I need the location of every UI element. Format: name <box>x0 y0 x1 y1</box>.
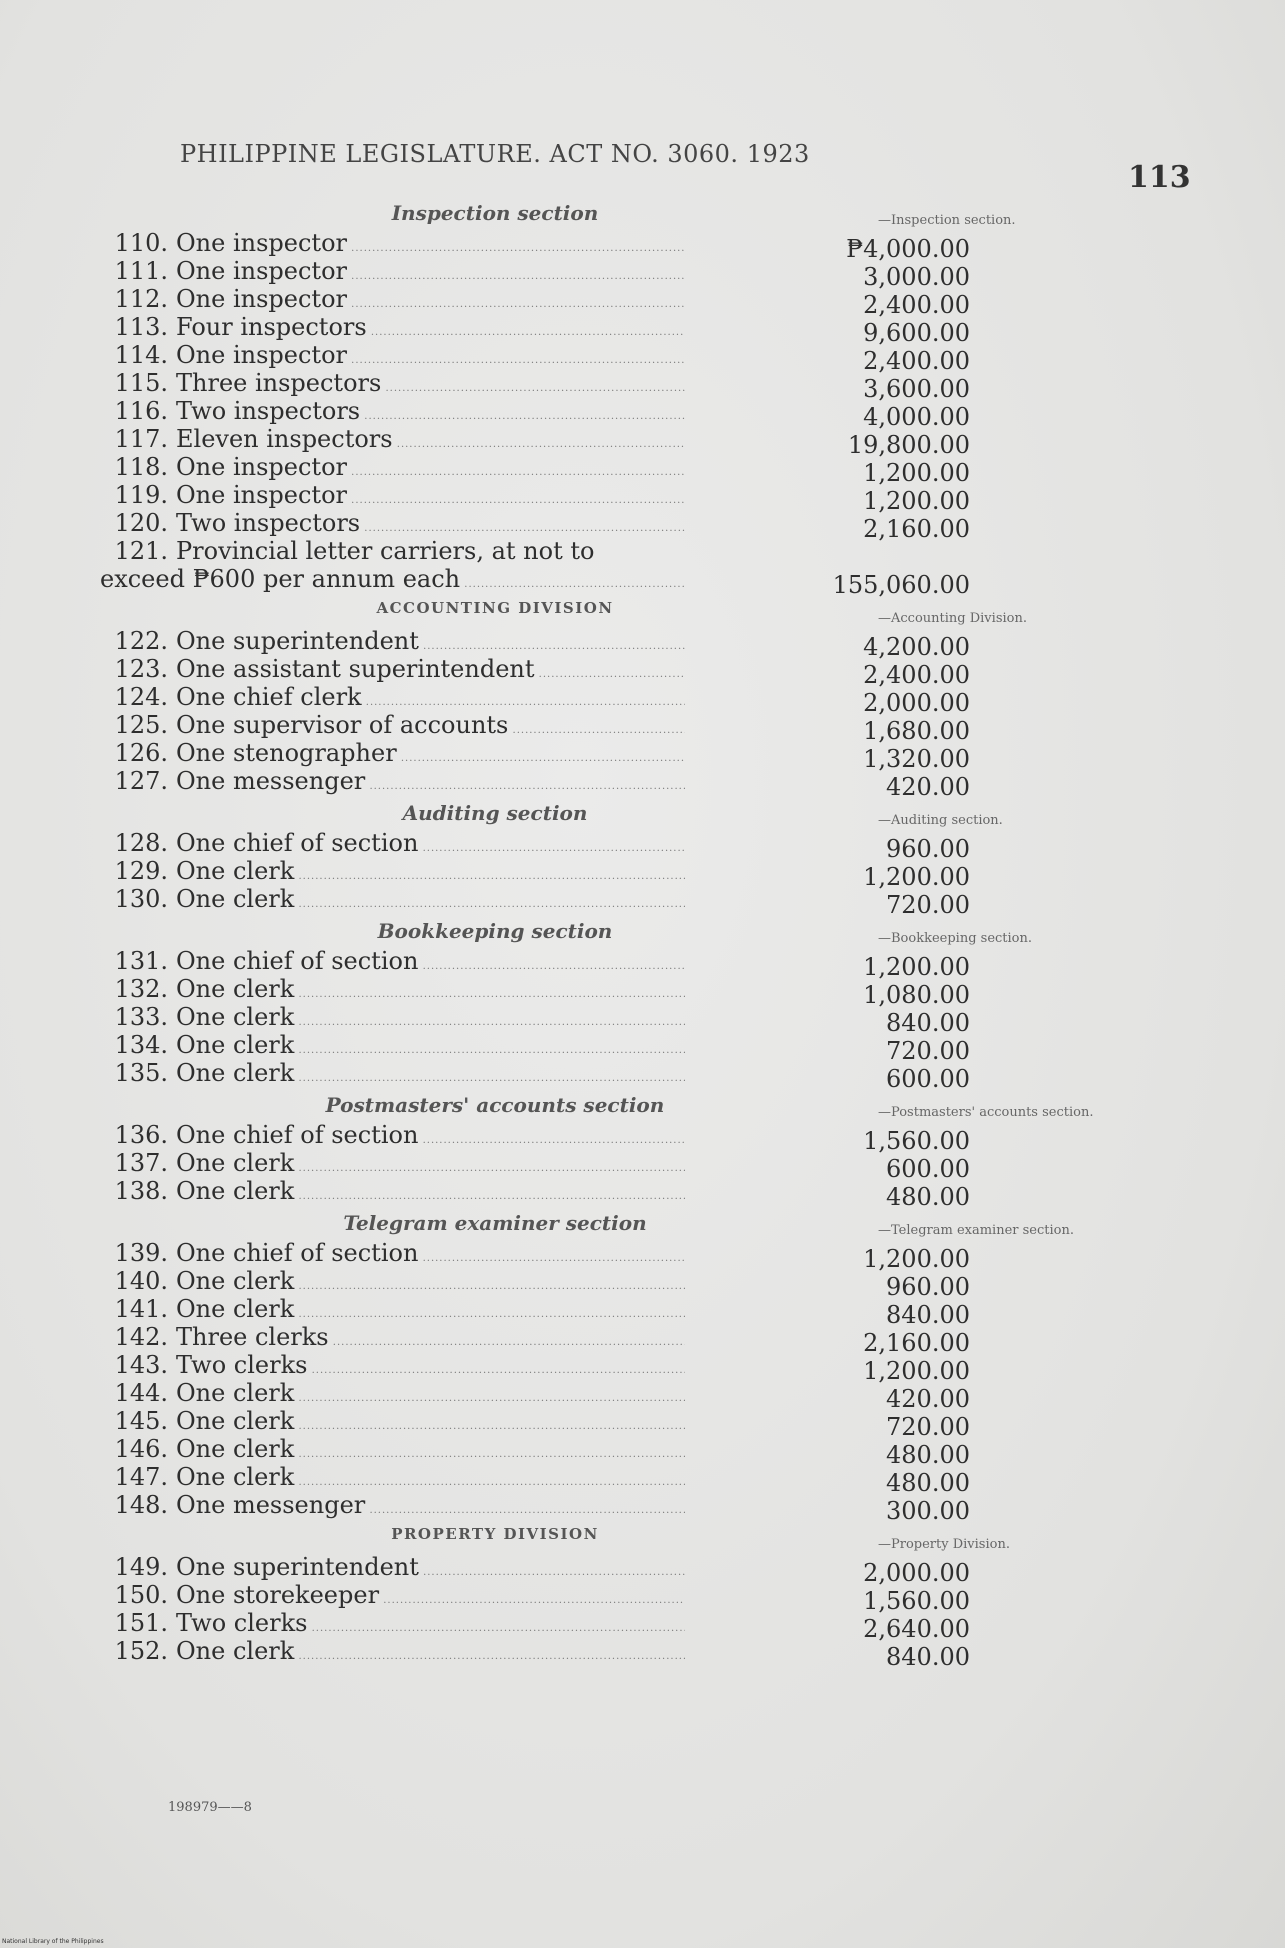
line-item <box>100 1407 1200 1441</box>
appropriation-list <box>100 195 1200 1671</box>
item-description: One superintendent <box>176 1553 419 1581</box>
line-item <box>100 1121 1200 1155</box>
item-description: One clerk <box>176 1435 295 1463</box>
item-description: One stenographer <box>176 739 397 767</box>
item-amount: 1,200.00 <box>863 1245 970 1273</box>
item-number: 110. <box>114 229 168 257</box>
item-number: 117. <box>114 425 168 453</box>
item-amount: 19,800.00 <box>847 431 970 459</box>
item-number: 123. <box>114 655 168 683</box>
item-description: One clerk <box>176 1267 295 1295</box>
item-number: 140. <box>114 1267 168 1295</box>
section-title: Postmasters' accounts section <box>325 1093 665 1117</box>
item-amount: 1,200.00 <box>863 953 970 981</box>
line-item <box>100 1177 1200 1211</box>
line-item <box>100 481 1200 515</box>
line-item <box>100 257 1200 291</box>
item-number: 143. <box>114 1351 168 1379</box>
item-description: Two clerks <box>176 1609 308 1637</box>
line-item <box>100 1609 1200 1643</box>
line-item <box>100 229 1200 263</box>
item-amount: 4,200.00 <box>863 633 970 661</box>
item-number: 142. <box>114 1323 168 1351</box>
item-number: 120. <box>114 509 168 537</box>
line-item <box>100 341 1200 375</box>
print-code: 198979——8 <box>168 1800 252 1815</box>
line-item <box>100 1581 1200 1615</box>
item-amount: 3,600.00 <box>863 375 970 403</box>
item-description: Two clerks <box>176 1351 308 1379</box>
line-item <box>100 453 1200 487</box>
item-description: One assistant superintendent <box>176 655 535 683</box>
section-heading <box>100 913 1200 947</box>
item-number: 126. <box>114 739 168 767</box>
item-description: One chief of section <box>176 947 419 975</box>
item-amount: 420.00 <box>886 1385 970 1413</box>
line-item <box>100 1267 1200 1301</box>
line-item <box>100 1553 1200 1587</box>
margin-note: —Property Division. <box>878 1537 1010 1552</box>
item-amount: 155,060.00 <box>832 571 970 599</box>
line-item <box>100 1239 1200 1273</box>
item-description: One chief of section <box>176 1121 419 1149</box>
item-number: 129. <box>114 857 168 885</box>
item-description: Two inspectors <box>176 397 361 425</box>
item-number: 133. <box>114 1003 168 1031</box>
item-number: 131. <box>114 947 168 975</box>
line-item <box>100 711 1200 745</box>
line-item <box>100 1637 1200 1671</box>
item-amount: 9,600.00 <box>863 319 970 347</box>
line-item <box>100 397 1200 431</box>
margin-note: —Telegram examiner section. <box>878 1223 1074 1238</box>
item-number: 128. <box>114 829 168 857</box>
item-amount: 720.00 <box>886 891 970 919</box>
item-amount: 2,000.00 <box>863 1559 970 1587</box>
line-item <box>100 369 1200 403</box>
item-amount: 600.00 <box>886 1065 970 1093</box>
item-description: One inspector <box>176 341 347 369</box>
item-number: 150. <box>114 1581 168 1609</box>
item-amount: 720.00 <box>886 1037 970 1065</box>
item-amount: 2,160.00 <box>863 515 970 543</box>
line-item <box>100 425 1200 459</box>
item-description: Eleven inspectors <box>176 425 393 453</box>
item-amount: 1,560.00 <box>863 1587 970 1615</box>
item-description: Three clerks <box>176 1323 329 1351</box>
item-amount: 840.00 <box>886 1009 970 1037</box>
item-description: One storekeeper <box>176 1581 380 1609</box>
line-item <box>100 537 1200 599</box>
item-number: 132. <box>114 975 168 1003</box>
margin-note: —Accounting Division. <box>878 611 1027 626</box>
item-amount: 2,160.00 <box>863 1329 970 1357</box>
item-amount: 600.00 <box>886 1155 970 1183</box>
item-amount: 2,400.00 <box>863 291 970 319</box>
margin-note: —Postmasters' accounts section. <box>878 1105 1094 1120</box>
item-number: 121. <box>114 537 168 565</box>
item-number: 119. <box>114 481 168 509</box>
item-number: 111. <box>114 257 168 285</box>
item-amount: 1,680.00 <box>863 717 970 745</box>
item-description: Four inspectors <box>176 313 367 341</box>
item-amount: 300.00 <box>886 1497 970 1525</box>
item-number: 146. <box>114 1435 168 1463</box>
item-number: 122. <box>114 627 168 655</box>
line-item <box>100 285 1200 319</box>
line-item <box>100 739 1200 773</box>
section-title: Telegram examiner section <box>343 1211 647 1235</box>
line-item <box>100 1491 1200 1525</box>
item-amount: 1,200.00 <box>863 1357 970 1385</box>
item-description: One inspector <box>176 257 347 285</box>
item-description: One messenger <box>176 767 366 795</box>
section-heading <box>100 795 1200 829</box>
item-amount: 2,000.00 <box>863 689 970 717</box>
item-description: One messenger <box>176 1491 366 1519</box>
item-description: One superintendent <box>176 627 419 655</box>
margin-note: —Inspection section. <box>878 213 1016 228</box>
item-amount: 1,200.00 <box>863 487 970 515</box>
item-amount: 720.00 <box>886 1413 970 1441</box>
item-amount: 2,400.00 <box>863 347 970 375</box>
running-header <box>180 140 820 176</box>
item-description: One inspector <box>176 285 347 313</box>
header-title: PHILIPPINE LEGISLATURE. ACT NO. 3060. 1923 <box>180 140 810 168</box>
item-description: One clerk <box>176 1407 295 1435</box>
item-description-2: exceed ₱600 per annum each <box>100 565 461 593</box>
line-item <box>100 627 1200 661</box>
section-heading <box>100 1205 1200 1239</box>
line-item <box>100 829 1200 863</box>
line-item-desc <box>100 1637 685 1671</box>
item-number: 139. <box>114 1239 168 1267</box>
line-item <box>100 683 1200 717</box>
item-amount: 1,320.00 <box>863 745 970 773</box>
line-item <box>100 767 1200 801</box>
item-description: Three inspectors <box>176 369 382 397</box>
item-amount: 480.00 <box>886 1183 970 1211</box>
section-heading <box>100 195 1200 229</box>
line-item <box>100 947 1200 981</box>
line-item-desc <box>100 537 594 565</box>
item-number: 152. <box>114 1637 168 1665</box>
item-number: 151. <box>114 1609 168 1637</box>
item-number: 130. <box>114 885 168 913</box>
line-item <box>100 857 1200 891</box>
item-amount: 1,200.00 <box>863 863 970 891</box>
line-item <box>100 1149 1200 1183</box>
item-description: One inspector <box>176 481 347 509</box>
item-amount: 3,000.00 <box>863 263 970 291</box>
item-description: One clerk <box>176 975 295 1003</box>
item-amount: 2,640.00 <box>863 1615 970 1643</box>
line-item <box>100 885 1200 919</box>
item-amount: 960.00 <box>886 1273 970 1301</box>
item-description: One clerk <box>176 1177 295 1205</box>
item-number: 135. <box>114 1059 168 1087</box>
item-description: One clerk <box>176 1463 295 1491</box>
item-description: One clerk <box>176 1031 295 1059</box>
item-amount: 420.00 <box>886 773 970 801</box>
item-number: 136. <box>114 1121 168 1149</box>
item-number: 144. <box>114 1379 168 1407</box>
item-description: One clerk <box>176 1149 295 1177</box>
line-item <box>100 1003 1200 1037</box>
section-title: Inspection section <box>391 201 599 225</box>
item-number: 125. <box>114 711 168 739</box>
item-number: 145. <box>114 1407 168 1435</box>
line-item <box>100 313 1200 347</box>
scan-credit: National Library of the Philippines <box>2 1938 104 1945</box>
item-amount: 1,080.00 <box>863 981 970 1009</box>
item-number: 113. <box>114 313 168 341</box>
item-number: 149. <box>114 1553 168 1581</box>
line-item <box>100 509 1200 543</box>
item-number: 118. <box>114 453 168 481</box>
item-description: One clerk <box>176 857 295 885</box>
item-description: One clerk <box>176 1295 295 1323</box>
item-amount: 840.00 <box>886 1301 970 1329</box>
line-item <box>100 1295 1200 1329</box>
item-description: One clerk <box>176 1637 295 1665</box>
line-item <box>100 1031 1200 1065</box>
section-heading <box>100 1519 1200 1553</box>
item-description: One inspector <box>176 453 347 481</box>
item-description: One clerk <box>176 885 295 913</box>
item-amount: 960.00 <box>886 835 970 863</box>
line-item <box>100 975 1200 1009</box>
line-item <box>100 1351 1200 1385</box>
section-title: PROPERTY DIVISION <box>391 1525 599 1543</box>
line-item <box>100 655 1200 689</box>
item-description: One clerk <box>176 1379 295 1407</box>
item-number: 137. <box>114 1149 168 1177</box>
item-description: One inspector <box>176 229 347 257</box>
item-amount: 480.00 <box>886 1469 970 1497</box>
margin-note: —Bookkeeping section. <box>878 931 1033 946</box>
section-title: Auditing section <box>402 801 588 825</box>
item-description: Provincial letter carriers, at not to <box>176 537 595 565</box>
line-item <box>100 1379 1200 1413</box>
item-description: One clerk <box>176 1003 295 1031</box>
page-number: 113 <box>1128 160 1191 195</box>
section-heading <box>100 1087 1200 1121</box>
item-number: 147. <box>114 1463 168 1491</box>
item-number: 148. <box>114 1491 168 1519</box>
item-description: Two inspectors <box>176 509 361 537</box>
item-number: 134. <box>114 1031 168 1059</box>
item-description: One supervisor of accounts <box>176 711 509 739</box>
section-title: ACCOUNTING DIVISION <box>376 599 614 617</box>
item-number: 115. <box>114 369 168 397</box>
item-amount: 480.00 <box>886 1441 970 1469</box>
item-amount: ₱4,000.00 <box>846 235 970 263</box>
item-description: One clerk <box>176 1059 295 1087</box>
item-number: 124. <box>114 683 168 711</box>
item-amount: 1,200.00 <box>863 459 970 487</box>
line-item <box>100 1463 1200 1497</box>
line-item <box>100 1059 1200 1093</box>
line-item <box>100 1323 1200 1357</box>
item-number: 112. <box>114 285 168 313</box>
section-title: Bookkeeping section <box>377 919 613 943</box>
margin-note: —Auditing section. <box>878 813 1003 828</box>
item-amount: 840.00 <box>886 1643 970 1671</box>
item-description: One chief clerk <box>176 683 362 711</box>
item-amount: 4,000.00 <box>863 403 970 431</box>
item-number: 138. <box>114 1177 168 1205</box>
item-number: 127. <box>114 767 168 795</box>
line-item <box>100 1435 1200 1469</box>
item-number: 114. <box>114 341 168 369</box>
item-amount: 1,560.00 <box>863 1127 970 1155</box>
section-heading <box>100 593 1200 627</box>
item-description: One chief of section <box>176 829 419 857</box>
item-number: 116. <box>114 397 168 425</box>
item-number: 141. <box>114 1295 168 1323</box>
item-description: One chief of section <box>176 1239 419 1267</box>
item-amount: 2,400.00 <box>863 661 970 689</box>
